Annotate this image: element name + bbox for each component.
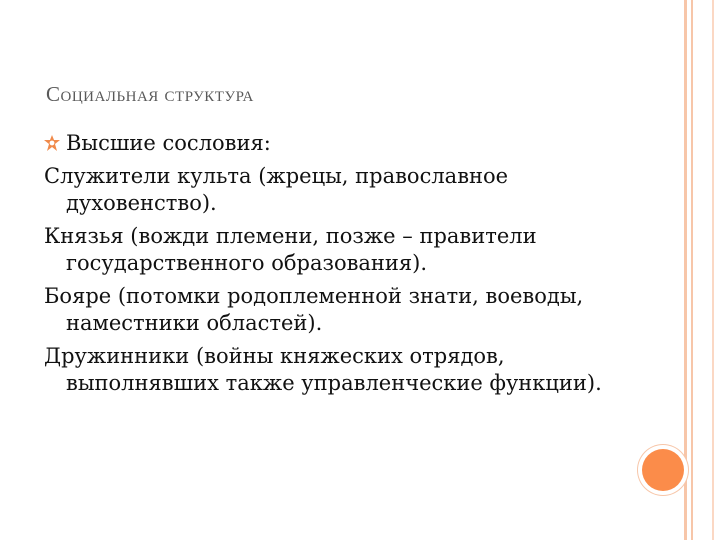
bullet-heading [44, 130, 644, 157]
slide-content [44, 130, 644, 403]
list-item-druzhina: Дружинники (войны княжеских отрядов, выполнявших также управленческие функции). [44, 344, 602, 395]
frame-line-far [712, 0, 714, 540]
arrow-burst-icon [44, 135, 60, 151]
slide-title: Социальная структура [46, 82, 254, 106]
list-item-boyars: Бояре (потомки родоплеменной знати, воеводы, наместники областей). [44, 284, 584, 335]
bullet-heading-text: Высшие сословия: [66, 131, 271, 155]
frame-line-inner [691, 0, 693, 540]
accent-circle [642, 449, 684, 491]
list-item-clergy: Служители культа (жрецы, православное духовенство). [44, 164, 509, 215]
list-item-princes: Князья (вожди племени, позже – правители государственного образования). [44, 224, 537, 275]
frame-line-outer [684, 0, 687, 540]
